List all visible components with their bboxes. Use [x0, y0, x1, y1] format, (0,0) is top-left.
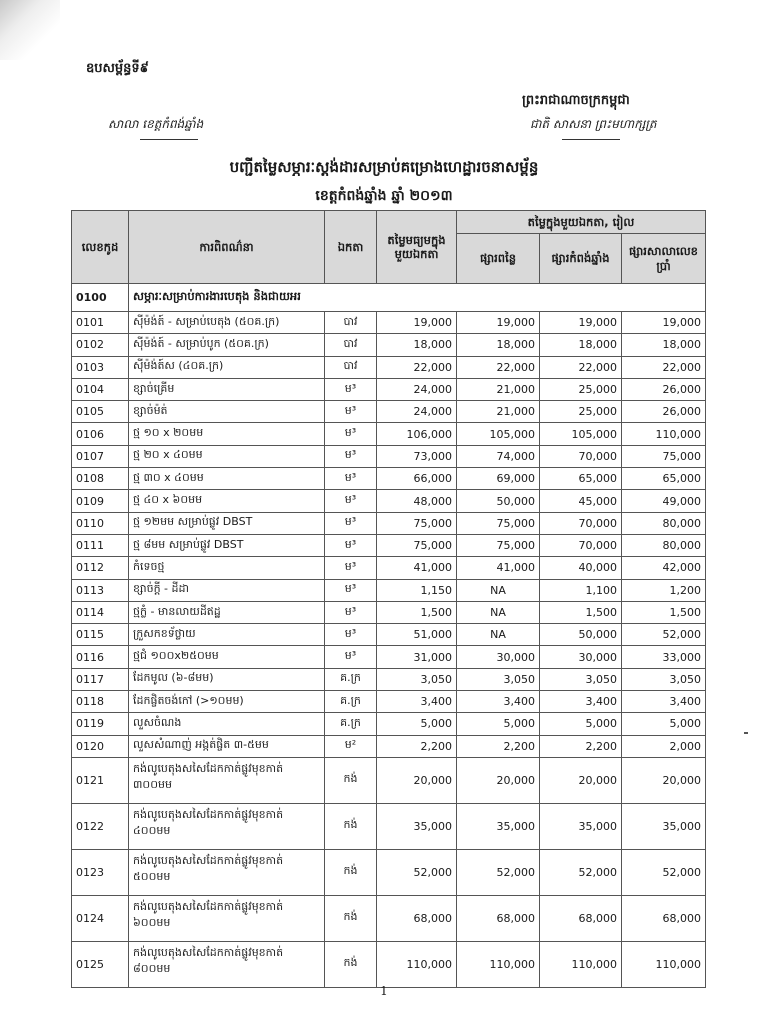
cell-market-2: 110,000 [540, 941, 622, 987]
cell-description: ខ្សាច់ម៉ត់ [129, 401, 325, 423]
cell-market-2: 1,100 [540, 579, 622, 601]
cell-code: 0109 [72, 490, 129, 512]
cell-market-1: 69,000 [457, 468, 540, 490]
cell-average-price: 75,000 [377, 512, 457, 534]
cell-market-3: 2,000 [622, 735, 706, 757]
cell-market-2: 30,000 [540, 646, 622, 668]
cell-average-price: 68,000 [377, 895, 457, 941]
cell-market-3: 80,000 [622, 534, 706, 556]
cell-average-price: 31,000 [377, 646, 457, 668]
table-row [72, 312, 706, 334]
cell-code: 0111 [72, 534, 129, 556]
cell-market-2: 25,000 [540, 401, 622, 423]
cell-average-price: 35,000 [377, 803, 457, 849]
cell-unit: គ.ក្រ [325, 713, 377, 735]
section-code: 0100 [72, 284, 129, 312]
cell-unit: ម³ [325, 579, 377, 601]
cell-average-price: 19,000 [377, 312, 457, 334]
cell-market-1: 5,000 [457, 713, 540, 735]
cell-unit: ម³ [325, 512, 377, 534]
header-market-2: ផ្សារកំពង់ឆ្នាំង [540, 234, 622, 284]
divider-left [140, 139, 198, 140]
cell-market-1: NA [457, 579, 540, 601]
cell-market-3: 20,000 [622, 757, 706, 803]
table-row [72, 512, 706, 534]
cell-description: កង់លូបេតុងសសៃដែកកាត់ផ្លូវមុខកាត់ ៥០០មម [129, 849, 325, 895]
cell-market-1: 68,000 [457, 895, 540, 941]
cell-code: 0116 [72, 646, 129, 668]
cell-code: 0113 [72, 579, 129, 601]
header-market-1: ផ្សារពន្លៃ [457, 234, 540, 284]
table-row [72, 423, 706, 445]
cell-average-price: 1,500 [377, 601, 457, 623]
cell-unit: ម³ [325, 490, 377, 512]
cell-description: ខ្សាច់គ្រើម [129, 378, 325, 400]
cell-market-1: 3,400 [457, 691, 540, 713]
cell-average-price: 20,000 [377, 757, 457, 803]
cell-description: លួសសំណាញ់ អង្កត់ផ្ចិត ៣-៥មម [129, 735, 325, 757]
cell-code: 0119 [72, 713, 129, 735]
cell-market-3: 3,050 [622, 668, 706, 690]
cell-unit: ម³ [325, 646, 377, 668]
table-row [72, 557, 706, 579]
cell-market-3: 26,000 [622, 378, 706, 400]
cell-unit: គ.ក្រ [325, 668, 377, 690]
cell-market-3: 18,000 [622, 334, 706, 356]
cell-description: កង់លូបេតុងសសៃដែកកាត់ផ្លូវមុខកាត់ ៣០០មម [129, 757, 325, 803]
cell-market-1: 2,200 [457, 735, 540, 757]
cell-code: 0121 [72, 757, 129, 803]
cell-market-2: 45,000 [540, 490, 622, 512]
cell-code: 0120 [72, 735, 129, 757]
header-code: លេខកូដ [72, 211, 129, 284]
cell-code: 0117 [72, 668, 129, 690]
table-row [72, 941, 706, 987]
table-row [72, 757, 706, 803]
cell-unit: ម³ [325, 423, 377, 445]
cell-market-2: 50,000 [540, 624, 622, 646]
cell-code: 0114 [72, 601, 129, 623]
cell-unit: ម³ [325, 468, 377, 490]
cell-code: 0101 [72, 312, 129, 334]
cell-market-2: 70,000 [540, 534, 622, 556]
document-subtitle: ខេត្តកំពង់ឆ្នាំង ឆ្នាំ ២០១៣ [315, 188, 453, 204]
cell-market-3: 110,000 [622, 941, 706, 987]
cell-unit: កង់ [325, 941, 377, 987]
kingdom-heading: ព្រះរាជាណាចក្រកម្ពុជា [522, 93, 630, 108]
table-row [72, 468, 706, 490]
cell-unit: ម³ [325, 445, 377, 467]
cell-code: 0108 [72, 468, 129, 490]
cell-market-2: 25,000 [540, 378, 622, 400]
cell-market-2: 22,000 [540, 356, 622, 378]
cell-unit: កង់ [325, 895, 377, 941]
cell-unit: បាវ [325, 334, 377, 356]
cell-description: កង់លូបេតុងសសៃដែកកាត់ផ្លូវមុខកាត់ ៨០០មម [129, 941, 325, 987]
cell-market-1: 21,000 [457, 401, 540, 423]
cell-code: 0123 [72, 849, 129, 895]
cell-unit: កង់ [325, 849, 377, 895]
cell-market-2: 19,000 [540, 312, 622, 334]
cell-average-price: 24,000 [377, 401, 457, 423]
cell-market-1: NA [457, 624, 540, 646]
cell-market-2: 70,000 [540, 445, 622, 467]
header-unit: ឯកតា [325, 211, 377, 284]
cell-market-2: 20,000 [540, 757, 622, 803]
cell-unit: ម³ [325, 401, 377, 423]
cell-market-1: 41,000 [457, 557, 540, 579]
cell-market-2: 70,000 [540, 512, 622, 534]
cell-unit: កង់ [325, 757, 377, 803]
cell-description: កង់លូបេតុងសសៃដែកកាត់ផ្លូវមុខកាត់ ៦០០មម [129, 895, 325, 941]
cell-code: 0115 [72, 624, 129, 646]
cell-market-2: 65,000 [540, 468, 622, 490]
cell-market-3: 5,000 [622, 713, 706, 735]
cell-code: 0104 [72, 378, 129, 400]
cell-market-3: 35,000 [622, 803, 706, 849]
cell-market-1: 75,000 [457, 534, 540, 556]
cell-description: ថ្មក្លំ - មានលាយដីឥដ្ឋ [129, 601, 325, 623]
cell-description: ខ្សាច់ក្តី - ដីដា [129, 579, 325, 601]
scan-speck [744, 732, 748, 734]
cell-market-2: 35,000 [540, 803, 622, 849]
cell-market-1: 110,000 [457, 941, 540, 987]
cell-code: 0125 [72, 941, 129, 987]
cell-description: កង់លូបេតុងសសៃដែកកាត់ផ្លូវមុខកាត់ ៤០០មម [129, 803, 325, 849]
cell-market-3: 49,000 [622, 490, 706, 512]
cell-description: ថ្ម ៤០ x ៦០មម [129, 490, 325, 512]
cell-unit: បាវ [325, 356, 377, 378]
cell-market-1: 50,000 [457, 490, 540, 512]
cell-description: ស៊ីម៉ង់ត៍ - សម្រាប់បូក (៥០គ.ក្រ) [129, 334, 325, 356]
cell-market-1: 20,000 [457, 757, 540, 803]
cell-description: ថ្ម ៣០ x ៤០មម [129, 468, 325, 490]
cell-average-price: 48,000 [377, 490, 457, 512]
cell-market-1: 74,000 [457, 445, 540, 467]
cell-code: 0110 [72, 512, 129, 534]
cell-average-price: 51,000 [377, 624, 457, 646]
cell-market-1: 21,000 [457, 378, 540, 400]
cell-description: ដែកផ្ចិតចង់កៅ (>១០មម) [129, 691, 325, 713]
table-row [72, 356, 706, 378]
national-motto: ជាតិ សាសនា ព្រះមហាក្សត្រ [530, 117, 657, 131]
table-row [72, 601, 706, 623]
cell-market-3: 52,000 [622, 624, 706, 646]
cell-average-price: 5,000 [377, 713, 457, 735]
cell-market-3: 52,000 [622, 849, 706, 895]
cell-market-3: 1,500 [622, 601, 706, 623]
cell-market-3: 1,200 [622, 579, 706, 601]
cell-description: ស៊ីម៉ង់ត៍ស (៤០គ.ក្រ) [129, 356, 325, 378]
cell-market-1: 105,000 [457, 423, 540, 445]
cell-market-3: 42,000 [622, 557, 706, 579]
cell-unit: ម³ [325, 601, 377, 623]
cell-market-1: 19,000 [457, 312, 540, 334]
cell-average-price: 24,000 [377, 378, 457, 400]
cell-market-3: 80,000 [622, 512, 706, 534]
issuing-office: សាលា ខេត្តកំពង់ឆ្នាំង [108, 117, 204, 131]
table-row [72, 668, 706, 690]
table-row [72, 445, 706, 467]
header-average-price: តម្លៃមធ្យមក្នុងមួយឯកតា [377, 211, 457, 284]
cell-unit: ម² [325, 735, 377, 757]
cell-description: ក្រួសកខទ័ថ្លាយ [129, 624, 325, 646]
cell-market-3: 22,000 [622, 356, 706, 378]
page-number: 1 [380, 984, 388, 998]
cell-description: លួសចំណង [129, 713, 325, 735]
cell-code: 0106 [72, 423, 129, 445]
cell-average-price: 3,400 [377, 691, 457, 713]
cell-market-1: 75,000 [457, 512, 540, 534]
table-row [72, 735, 706, 757]
table-row [72, 803, 706, 849]
cell-average-price: 18,000 [377, 334, 457, 356]
cell-average-price: 106,000 [377, 423, 457, 445]
cell-unit: គ.ក្រ [325, 691, 377, 713]
cell-unit: កង់ [325, 803, 377, 849]
cell-average-price: 52,000 [377, 849, 457, 895]
cell-market-2: 105,000 [540, 423, 622, 445]
cell-unit: ម³ [325, 534, 377, 556]
cell-market-3: 75,000 [622, 445, 706, 467]
table-header [72, 211, 706, 284]
cell-market-3: 26,000 [622, 401, 706, 423]
cell-code: 0103 [72, 356, 129, 378]
table-row [72, 490, 706, 512]
cell-market-1: 35,000 [457, 803, 540, 849]
cell-description: ដែកមូល (៦-៨មម) [129, 668, 325, 690]
cell-description: ថ្មជំ ១០០x២៥០មម [129, 646, 325, 668]
cell-code: 0102 [72, 334, 129, 356]
cell-market-1: 22,000 [457, 356, 540, 378]
cell-market-3: 110,000 [622, 423, 706, 445]
header-description: ការពិពណ៌នា [129, 211, 325, 284]
cell-market-2: 52,000 [540, 849, 622, 895]
header-market-3: ផ្សារសាលាលេខប្រាំ [622, 234, 706, 284]
header-unit-price-group: តម្លៃក្នុងមួយឯកតា, រៀល [457, 211, 706, 234]
section-row [72, 284, 706, 312]
cell-description: ថ្ម ២០ x ៤០មម [129, 445, 325, 467]
cell-average-price: 75,000 [377, 534, 457, 556]
cell-average-price: 66,000 [377, 468, 457, 490]
cell-market-2: 68,000 [540, 895, 622, 941]
cell-market-2: 3,050 [540, 668, 622, 690]
annex-label: ឧបសម្ព័ន្ធទី៩ [86, 61, 149, 76]
cell-market-3: 19,000 [622, 312, 706, 334]
cell-unit: ម³ [325, 378, 377, 400]
cell-description: ថ្ម ៨មម សម្រាប់ផ្លូវ DBST [129, 534, 325, 556]
table-row [72, 646, 706, 668]
cell-code: 0112 [72, 557, 129, 579]
cell-market-3: 33,000 [622, 646, 706, 668]
table-row [72, 534, 706, 556]
cell-description: ថ្ម ១០ x ២០មម [129, 423, 325, 445]
cell-market-2: 3,400 [540, 691, 622, 713]
cell-market-1: 18,000 [457, 334, 540, 356]
cell-code: 0107 [72, 445, 129, 467]
cell-unit: បាវ [325, 312, 377, 334]
cell-market-1: NA [457, 601, 540, 623]
cell-average-price: 41,000 [377, 557, 457, 579]
divider-right [562, 139, 620, 140]
cell-market-3: 65,000 [622, 468, 706, 490]
cell-market-3: 68,000 [622, 895, 706, 941]
price-table [71, 210, 706, 988]
cell-code: 0118 [72, 691, 129, 713]
table-row [72, 849, 706, 895]
cell-average-price: 110,000 [377, 941, 457, 987]
table-row [72, 624, 706, 646]
section-label: សម្ភារៈសម្រាប់ការងារបេតុង និងជាយអរ [129, 284, 706, 312]
table-row [72, 579, 706, 601]
cell-market-2: 18,000 [540, 334, 622, 356]
cell-market-1: 30,000 [457, 646, 540, 668]
table-row [72, 334, 706, 356]
document-title: បញ្ជីតម្លៃសម្ភារៈស្តង់ដារសម្រាប់គម្រោងហេដ្ឋារចនាសម្ព័ន្ធ [229, 158, 539, 176]
cell-market-3: 3,400 [622, 691, 706, 713]
cell-average-price: 73,000 [377, 445, 457, 467]
cell-market-1: 52,000 [457, 849, 540, 895]
cell-market-2: 40,000 [540, 557, 622, 579]
cell-market-2: 1,500 [540, 601, 622, 623]
cell-average-price: 22,000 [377, 356, 457, 378]
cell-code: 0105 [72, 401, 129, 423]
cell-code: 0122 [72, 803, 129, 849]
cell-description: កំទេចថ្ម [129, 557, 325, 579]
scan-corner-shadow [0, 0, 60, 60]
cell-description: ស៊ីម៉ង់ត៍ - សម្រាប់បេតុង (៥០គ.ក្រ) [129, 312, 325, 334]
table-row [72, 401, 706, 423]
cell-unit: ម³ [325, 624, 377, 646]
cell-average-price: 2,200 [377, 735, 457, 757]
cell-average-price: 1,150 [377, 579, 457, 601]
cell-market-2: 5,000 [540, 713, 622, 735]
cell-market-2: 2,200 [540, 735, 622, 757]
cell-description: ថ្ម ១២មម សម្រាប់ផ្លូវ DBST [129, 512, 325, 534]
cell-average-price: 3,050 [377, 668, 457, 690]
table-row [72, 378, 706, 400]
table-row [72, 691, 706, 713]
cell-market-1: 3,050 [457, 668, 540, 690]
table-row [72, 895, 706, 941]
cell-code: 0124 [72, 895, 129, 941]
table-body [72, 284, 706, 988]
table-row [72, 713, 706, 735]
cell-unit: ម³ [325, 557, 377, 579]
